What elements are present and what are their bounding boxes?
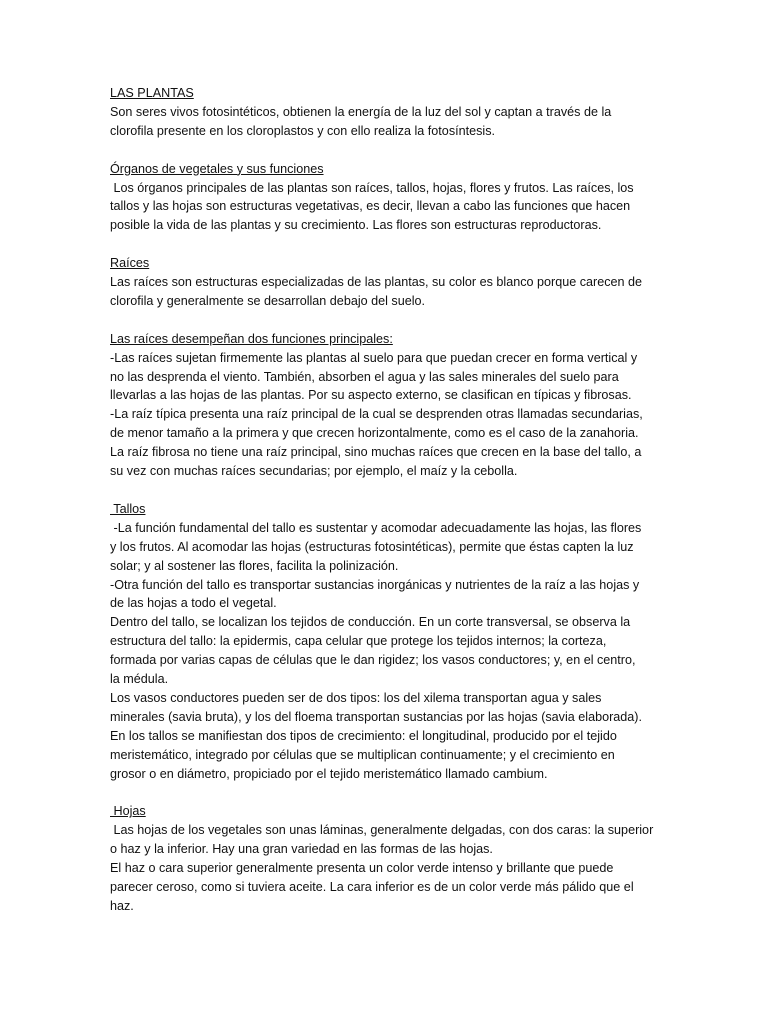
- paragraph-line: grosor o en diámetro, propiciado por el tejido meristemático llamado cambium.: [110, 766, 548, 781]
- section-heading: Hojas: [110, 804, 146, 819]
- paragraph-line: tallos y las hojas son estructuras vegetativas, es decir, llevan a cabo las funciones que hacen: [110, 199, 631, 214]
- paragraph-gap: [110, 783, 658, 802]
- paragraph-line: El haz o cara superior generalmente presenta un color verde intenso y brillante que puede: [110, 861, 614, 876]
- paragraph-line: -Las raíces sujetan firmemente las plantas al suelo para que puedan crecer en forma vertical y: [110, 350, 638, 365]
- document-body: [110, 84, 658, 916]
- paragraph-line: su vez con muchas raíces secundarias; por ejemplo, el maíz y la cebolla.: [110, 464, 518, 479]
- paragraph-gap: [110, 235, 658, 254]
- section-heading: Órganos de vegetales y sus funciones: [110, 161, 324, 176]
- paragraph-line: posible la vida de las plantas y su crecimiento. Las flores son estructuras reproductoras.: [110, 218, 602, 233]
- paragraph-line: Los órganos principales de las plantas son raíces, tallos, hojas, flores y frutos. Las raíces, los: [110, 180, 634, 195]
- paragraph-gap: [110, 311, 658, 330]
- section-heading: Raíces: [110, 256, 150, 271]
- paragraph-line: llevarlas a las hojas de las plantas. Por su aspecto externo, se clasifican en típicas y fibrosas.: [110, 388, 632, 403]
- paragraph-line: solar; y al sostener las flores, facilita la polinización.: [110, 558, 399, 573]
- paragraph-line: -La función fundamental del tallo es sustentar y acomodar adecuadamente las hojas, las flores: [110, 520, 642, 535]
- paragraph-line: Dentro del tallo, se localizan los tejidos de conducción. En un corte transversal, se observa la: [110, 615, 631, 630]
- paragraph-line: Las hojas de los vegetales son unas láminas, generalmente delgadas, con dos caras: la superior: [110, 823, 654, 838]
- paragraph-line: En los tallos se manifiestan dos tipos de crecimiento: el longitudinal, producido por el tejido: [110, 728, 617, 743]
- paragraph-line: no las desprenda el viento. También, absorben el agua y las sales minerales del suelo para: [110, 369, 619, 384]
- paragraph-gap: [110, 481, 658, 500]
- paragraph-line: formada por varias capas de células que le dan rigidez; los vasos conductores; y, en el centro,: [110, 653, 636, 668]
- paragraph-line: minerales (savia bruta), y los del floema transportan sustancias por las hojas (savia elaborada).: [110, 709, 642, 724]
- paragraph-line: Los vasos conductores pueden ser de dos tipos: los del xilema transportan agua y sales: [110, 690, 602, 705]
- paragraph-line: Son seres vivos fotosintéticos, obtienen la energía de la luz del sol y captan a través de la: [110, 104, 612, 119]
- paragraph-line: clorofila presente en los cloroplastos y con ello realiza la fotosíntesis.: [110, 123, 496, 138]
- paragraph-line: parecer ceroso, como si tuviera aceite. La cara inferior es de un color verde más pálido que el: [110, 879, 634, 894]
- paragraph-line: La raíz fibrosa no tiene una raíz principal, sino muchas raíces que crecen en la base del tallo, a: [110, 445, 642, 460]
- paragraph-line: de menor tamaño a la primera y que crecen horizontalmente, como es el caso de la zanahoria.: [110, 426, 639, 441]
- paragraph-line: estructura del tallo: la epidermis, capa celular que protege los tejidos internos; la corteza,: [110, 634, 607, 649]
- paragraph-line: la médula.: [110, 672, 169, 687]
- paragraph-line: de las hojas a todo el vegetal.: [110, 596, 277, 611]
- paragraph-line: y los frutos. Al acomodar las hojas (estructuras fotosintéticas), permite que éstas capten la luz: [110, 539, 634, 554]
- paragraph-line: Las raíces son estructuras especializadas de las plantas, su color es blanco porque carecen de: [110, 275, 643, 290]
- section-heading: LAS PLANTAS: [110, 86, 194, 100]
- paragraph-line: o haz y la inferior. Hay una gran variedad en las formas de las hojas.: [110, 842, 493, 857]
- paragraph-gap: [110, 141, 658, 160]
- section-heading: Tallos: [110, 501, 146, 516]
- paragraph-line: meristemático, integrado por células que se multiplican continuamente; y el crecimiento en: [110, 747, 615, 762]
- paragraph-line: -Otra función del tallo es transportar sustancias inorgánicas y nutrientes de la raíz a las hojas y: [110, 577, 640, 592]
- section-heading: Las raíces desempeñan dos funciones principales:: [110, 331, 393, 346]
- paragraph-line: haz.: [110, 898, 134, 913]
- paragraph-line: clorofila y generalmente se desarrollan debajo del suelo.: [110, 293, 426, 308]
- paragraph-line: -La raíz típica presenta una raíz principal de la cual se desprenden otras llamadas secundarias,: [110, 407, 643, 422]
